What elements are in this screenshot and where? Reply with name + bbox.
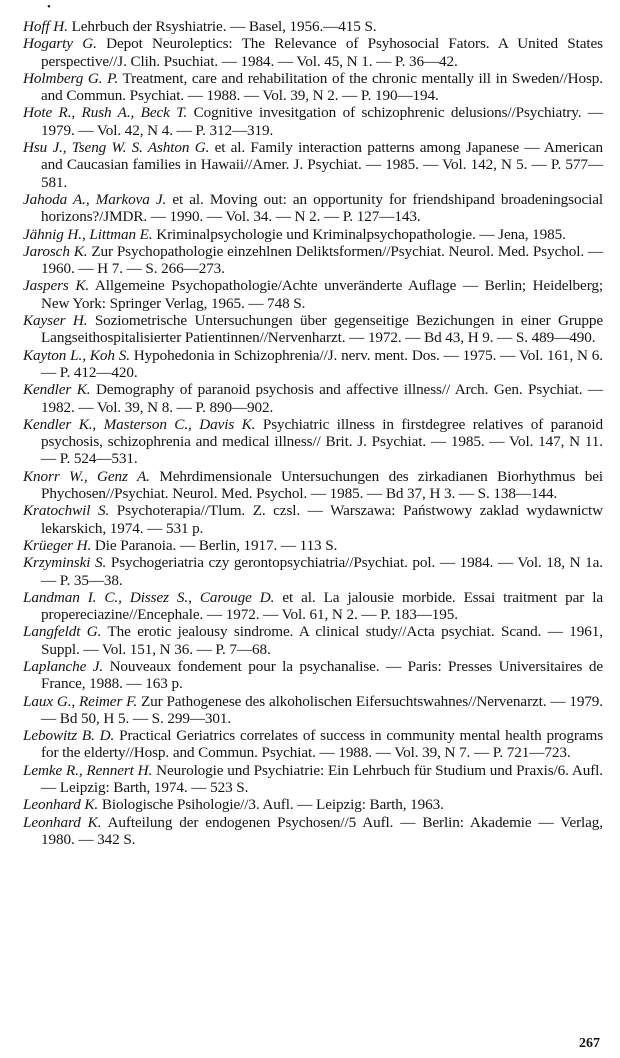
reference-text: The erotic jealousy sindrome. A clinical study//Acta psychiat. Scand. — 1961, Suppl. — Vol. 151, N 36. — P. 7—68. — [41, 623, 603, 658]
reference-author: Kayton L., Koh S. — [23, 346, 130, 364]
reference-author: Hoff H. — [23, 18, 68, 35]
reference-entry — [23, 468, 603, 503]
reference-entry — [23, 18, 603, 35]
reference-author: Jähnig H., Littman E. — [23, 225, 153, 243]
reference-text: Psychiatric illness in firstdegree relatives of paranoid psychosis, schizophrenia and medical illness// Brit. J. Psychiat. — 1985. — Vol. 147, N 11. — P. 524—531. — [41, 415, 603, 468]
reference-text: et al. Moving out: an opportunity for friendshipand broadeningsocial horizons?/JMDR. — 1990. — Vol. 34. — N 2. — P. 127—143. — [41, 190, 603, 226]
reference-author: Kendler K., Masterson C., Davis K. — [23, 415, 256, 433]
reference-author: Lemke R., Rennert H. — [23, 761, 153, 779]
reference-text: Hypohedonia in Schizophrenia//J. nerv. ment. Dos. — 1975. — Vol. 161, N 6. — P. 412—420. — [41, 346, 603, 381]
reference-entry — [23, 814, 603, 849]
reference-entry — [23, 312, 603, 347]
reference-author: Jarosch K. — [23, 242, 88, 260]
reference-author: Krzyminski S. — [23, 554, 107, 572]
reference-author: Lebowitz B. D. — [23, 727, 115, 745]
reference-text: Kriminalpsychologie und Kriminalpsychopathologie. — Jena, 1985. — [156, 225, 566, 243]
reference-author: Leonhard K. — [23, 813, 102, 831]
reference-text: Die Paranoia. — Berlin, 1917. — 113 S. — [94, 536, 338, 554]
reference-author: Laux G., Reimer F. — [23, 692, 138, 710]
reference-text: Biologische Psihologie//3. Aufl. — Leipzig: Barth, 1963. — [101, 796, 444, 814]
reference-entry — [23, 658, 603, 693]
reference-list — [23, 18, 603, 848]
reference-entry — [23, 277, 603, 312]
reference-entry — [23, 139, 603, 191]
reference-entry — [23, 589, 603, 624]
reference-entry — [23, 727, 603, 762]
reference-author: Langfeldt G. — [23, 623, 102, 641]
reference-text: Nouveaux fondement pour la psychanalise. — Paris: Presses Universitaires de France, 1988. — 163 p. — [41, 657, 603, 693]
reference-text: Psychogeriatria czy gerontopsychiatria//Psychiat. pol. — 1984. — Vol. 18, N 1a. — P. 35—38. — [41, 554, 604, 589]
reference-text: Soziometrische Untersuchungen über gegenseitige Bezichungen in einer Gruppe Langseithospitalisierter Patientinnen//Nervenharzt. — 1972. — Bd 43, H 9. — S. 489—490. — [41, 312, 603, 347]
reference-text: Psychoterapia//Tlum. Z. czsl. — Warszawa: Państwowy zaklad wydawnictw lekarskich, 1974. — 531 p. — [41, 502, 603, 537]
reference-entry — [23, 762, 603, 797]
reference-author: Jaspers K. — [23, 277, 90, 295]
reference-entry — [23, 70, 603, 105]
reference-text: Mehrdimensionale Untersuchungen des zirkadianen Biorhythmus bei Phychosen//Psychiat. Neurol. Med. Psychol. — 1985. — Bd 37, H 3. — S. 138—144. — [41, 467, 603, 503]
reference-author: Hogarty G. — [23, 35, 97, 53]
reference-author: Kayser H. — [23, 312, 88, 330]
reference-entry — [23, 502, 603, 537]
reference-text: Aufteilung der endogenen Psychosen//5 Aufl. — Berlin: Akademie — Verlag, 1980. — 342 S. — [41, 813, 603, 848]
reference-author: Leonhard K. — [23, 796, 99, 814]
reference-author: Hsu J., Tseng W. S. Ashton G. — [23, 139, 210, 157]
bullet-mark: • — [47, 1, 51, 13]
reference-entry — [23, 104, 603, 139]
reference-author: Kratochwil S. — [23, 502, 110, 520]
reference-entry — [23, 796, 603, 813]
reference-text: Allgemeine Psychopathologie/Achte unveränderte Auflage — Berlin; Heidelberg; New York: Springer Verlag, 1965. — 748 S. — [41, 277, 603, 312]
reference-author: Hote R., Rush A., Beck T. — [23, 104, 188, 122]
reference-text: Treatment, care and rehabilitation of the chronic mentally ill in Sweden//Hosp. and Commun. Psychiat. — 1988. — Vol. 39, N 2. — P. 190—194. — [41, 69, 603, 105]
reference-author: Landman I. C., Dissez S., Carouge D. — [23, 588, 275, 606]
reference-entry — [23, 693, 603, 728]
reference-entry — [23, 35, 603, 70]
reference-author: Laplanche J. — [23, 657, 104, 675]
reference-text: Demography of paranoid psychosis and affective illness// Arch. Gen. Psychiat. — 1982. — Vol. 39, N 8. — P. 890—902. — [41, 381, 603, 416]
reference-entry — [23, 537, 603, 554]
reference-text: Depot Neuroleptics: The Relevance of Psyhosocial Fators. A United States perspective//J. Clih. Psuchiat. — 1984. — Vol. 45, N 1. — P. 36—42. — [41, 35, 603, 70]
reference-entry — [23, 243, 603, 278]
reference-author: Kendler K. — [23, 381, 91, 399]
reference-entry — [23, 381, 603, 416]
reference-entry — [23, 554, 603, 589]
reference-author: Jahoda A., Markova J. — [23, 190, 167, 208]
reference-text: Practical Geriatrics correlates of success in community mental health programs for the elderty//Hosp. and Commun. Psychiat. — 1988. — Vol. 39, N 7. — P. 721—723. — [41, 727, 604, 762]
reference-text: Neurologie und Psychiatrie: Ein Lehrbuch für Studium und Praxis/6. Aufl. — Leipzig: Barth, 1974. — 523 S. — [41, 761, 603, 797]
reference-author: Knorr W., Genz A. — [23, 467, 150, 485]
reference-entry — [23, 623, 603, 658]
reference-author: Krüeger H. — [23, 536, 92, 554]
reference-text: et al. La jalousie morbide. Essai traitment par la propereciazine//Encephale. — 1972. — Vol. 61, N 2. — P. 183—195. — [41, 588, 603, 624]
reference-text: Cognitive invesitgation of schizophrenic delusions//Psychiatry. — 1979. — Vol. 42, N 4. — P. 312—319. — [41, 104, 603, 139]
reference-entry — [23, 191, 603, 226]
reference-entry — [23, 416, 603, 468]
reference-text: Lehrbuch der Rsyshiatrie. — Basel, 1956.—415 S. — [71, 18, 377, 35]
reference-entry — [23, 347, 603, 382]
reference-text: Zur Pathogenese des alkoholischen Eifersuchtswahnes//Nervenarzt. — 1979. — Bd 50, H 5. — S. 299—301. — [41, 692, 604, 727]
page-number: 267 — [579, 1036, 600, 1051]
reference-entry — [23, 226, 603, 243]
reference-author: Holmberg G. P. — [23, 69, 119, 87]
reference-text: Zur Psychopathologie einzehlnen Deliktsformen//Psychiat. Neurol. Med. Psychol. — 1960. — H 7. — S. 266—273. — [41, 242, 603, 278]
reference-text: et al. Family interaction patterns among Japanese — American and Caucasian families in Hawaii//Amer. J. Psychiat. — 1985. — Vol. 142, N 5. — P. 577—581. — [41, 139, 603, 191]
